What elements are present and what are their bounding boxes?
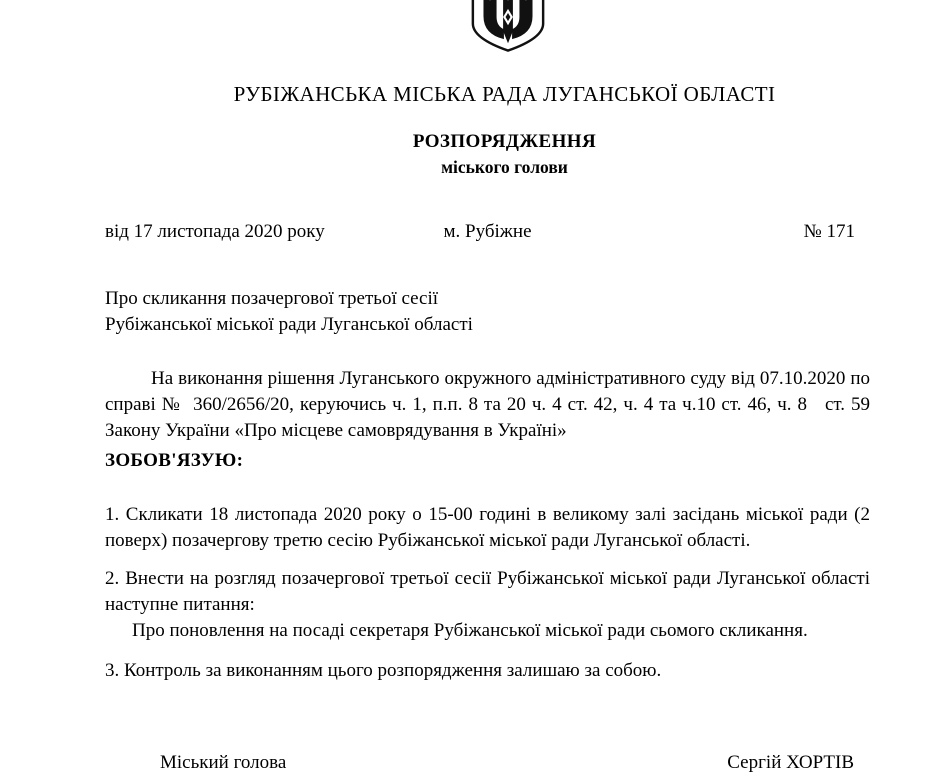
preamble-paragraph: На виконання рішення Луганського окружного адміністративного суду від 07.10.2020 по справі № 360/2656/20, керуючись ч. 1, п.п. 8 та 20 ч. 4 ст. 42, ч. 4 та ч.10 ст. 46, ч. 8 ст. 59 Закону України «Про місцеве самоврядування в Україні» [105, 368, 870, 441]
directive-item-2-subtext: Про поновлення на посаді секретаря Рубіжанської міської ради сьомого скликання. [132, 620, 808, 641]
directive-heading: ЗОБОВ'ЯЗУЮ: [105, 450, 244, 471]
subject-block [105, 286, 870, 338]
organization-name: РУБІЖАНСЬКА МІСЬКА РАДА ЛУГАНСЬКОЇ ОБЛАСТІ [233, 82, 776, 106]
directive-item-1: 1. Скликати 18 листопада 2020 року о 15-00 годині в великому залі засідань міської ради (2 поверх) позачергову третю сесію Рубіжанської міської ради Луганської області. [105, 504, 870, 551]
document-subtype: міського голови [441, 157, 568, 177]
directive-item-3: 3. Контроль за виконанням цього розпорядження залишаю за собою. [105, 660, 662, 681]
directive-item-2 [105, 566, 870, 644]
subject-line-2: Рубіжанської міської ради Луганської області [105, 314, 473, 335]
ukraine-coat-of-arms-icon [467, 0, 549, 52]
subject-line-1: Про скликання позачергової третьої сесії [105, 288, 439, 309]
document-type-title: РОЗПОРЯДЖЕННЯ [412, 131, 597, 152]
document-number: № 171 [803, 221, 855, 242]
signatory-name: Сергій ХОРТІВ [727, 752, 854, 773]
document-date: від 17 листопада 2020 року [105, 221, 325, 242]
directive-item-2-text: 2. Внести на розгляд позачергової третьої сесії Рубіжанської міської ради Луганської області наступне питання: [105, 568, 870, 615]
document-city: м. Рубіжне [443, 221, 532, 242]
signatory-position: Міський голова [160, 752, 287, 773]
